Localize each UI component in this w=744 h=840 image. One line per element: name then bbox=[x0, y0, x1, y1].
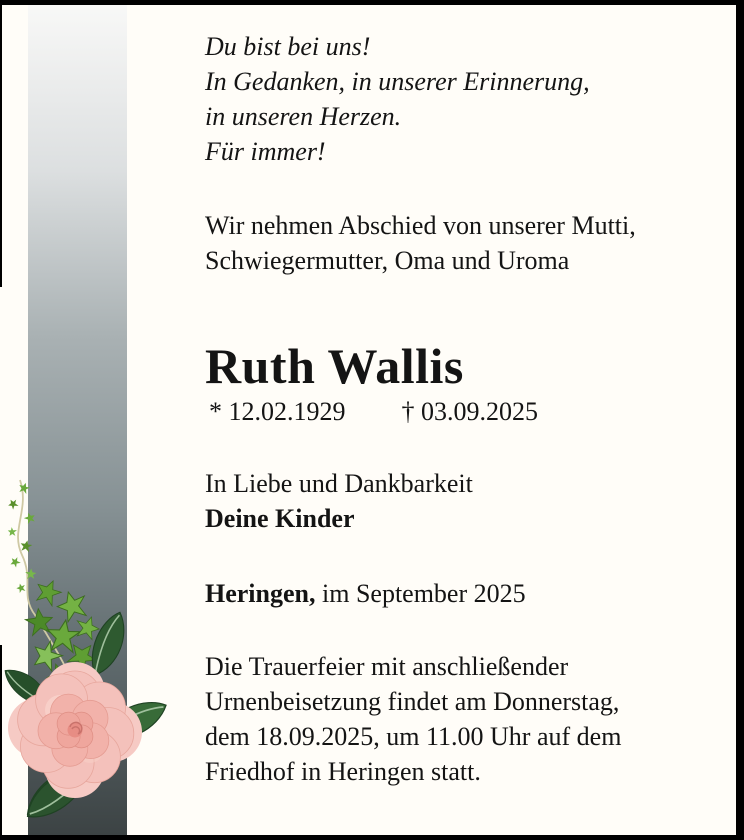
memorial-verse bbox=[205, 29, 715, 169]
gratitude-block bbox=[205, 466, 715, 536]
intro-line: Wir nehmen Abschied von unserer Mutti, bbox=[205, 211, 636, 240]
scan-border-bottom bbox=[0, 835, 744, 840]
death-date: † 03.09.2025 bbox=[401, 397, 538, 426]
closing-date: im September 2025 bbox=[315, 579, 526, 608]
place-date-line bbox=[205, 576, 715, 611]
verse-line: Du bist bei uns! bbox=[205, 32, 371, 61]
birth-date: * 12.02.1929 bbox=[209, 397, 346, 426]
funeral-line: Friedhof in Heringen statt. bbox=[205, 757, 481, 786]
verse-line: In Gedanken, in unserer Erinnerung, bbox=[205, 67, 590, 96]
scan-border-right bbox=[736, 0, 744, 840]
scan-border-left-upper bbox=[0, 0, 2, 287]
rose-image bbox=[0, 470, 178, 838]
ivy-vine-icon bbox=[6, 480, 101, 692]
farewell-intro bbox=[205, 208, 715, 278]
notice-content bbox=[205, 29, 715, 789]
funeral-line: Urnenbeisetzung findet am Donnerstag, bbox=[205, 687, 620, 716]
verse-line: in unseren Herzen. bbox=[205, 102, 402, 131]
funeral-info bbox=[205, 649, 715, 789]
deceased-name: Ruth Wallis bbox=[205, 338, 464, 394]
funeral-line: dem 18.09.2025, um 11.00 Uhr auf dem bbox=[205, 722, 622, 751]
gratitude-line: In Liebe und Dankbarkeit bbox=[205, 469, 473, 498]
funeral-line: Die Trauerfeier mit anschließender bbox=[205, 652, 569, 681]
mourners-line: Deine Kinder bbox=[205, 504, 355, 533]
scan-border-left-lower bbox=[0, 645, 2, 840]
scan-border-top bbox=[0, 0, 744, 5]
intro-line: Schwiegermutter, Oma und Uroma bbox=[205, 246, 570, 275]
verse-line: Für immer! bbox=[205, 137, 326, 166]
place-name: Heringen, bbox=[205, 579, 316, 608]
place-date-block bbox=[205, 576, 715, 611]
life-dates bbox=[205, 394, 715, 429]
